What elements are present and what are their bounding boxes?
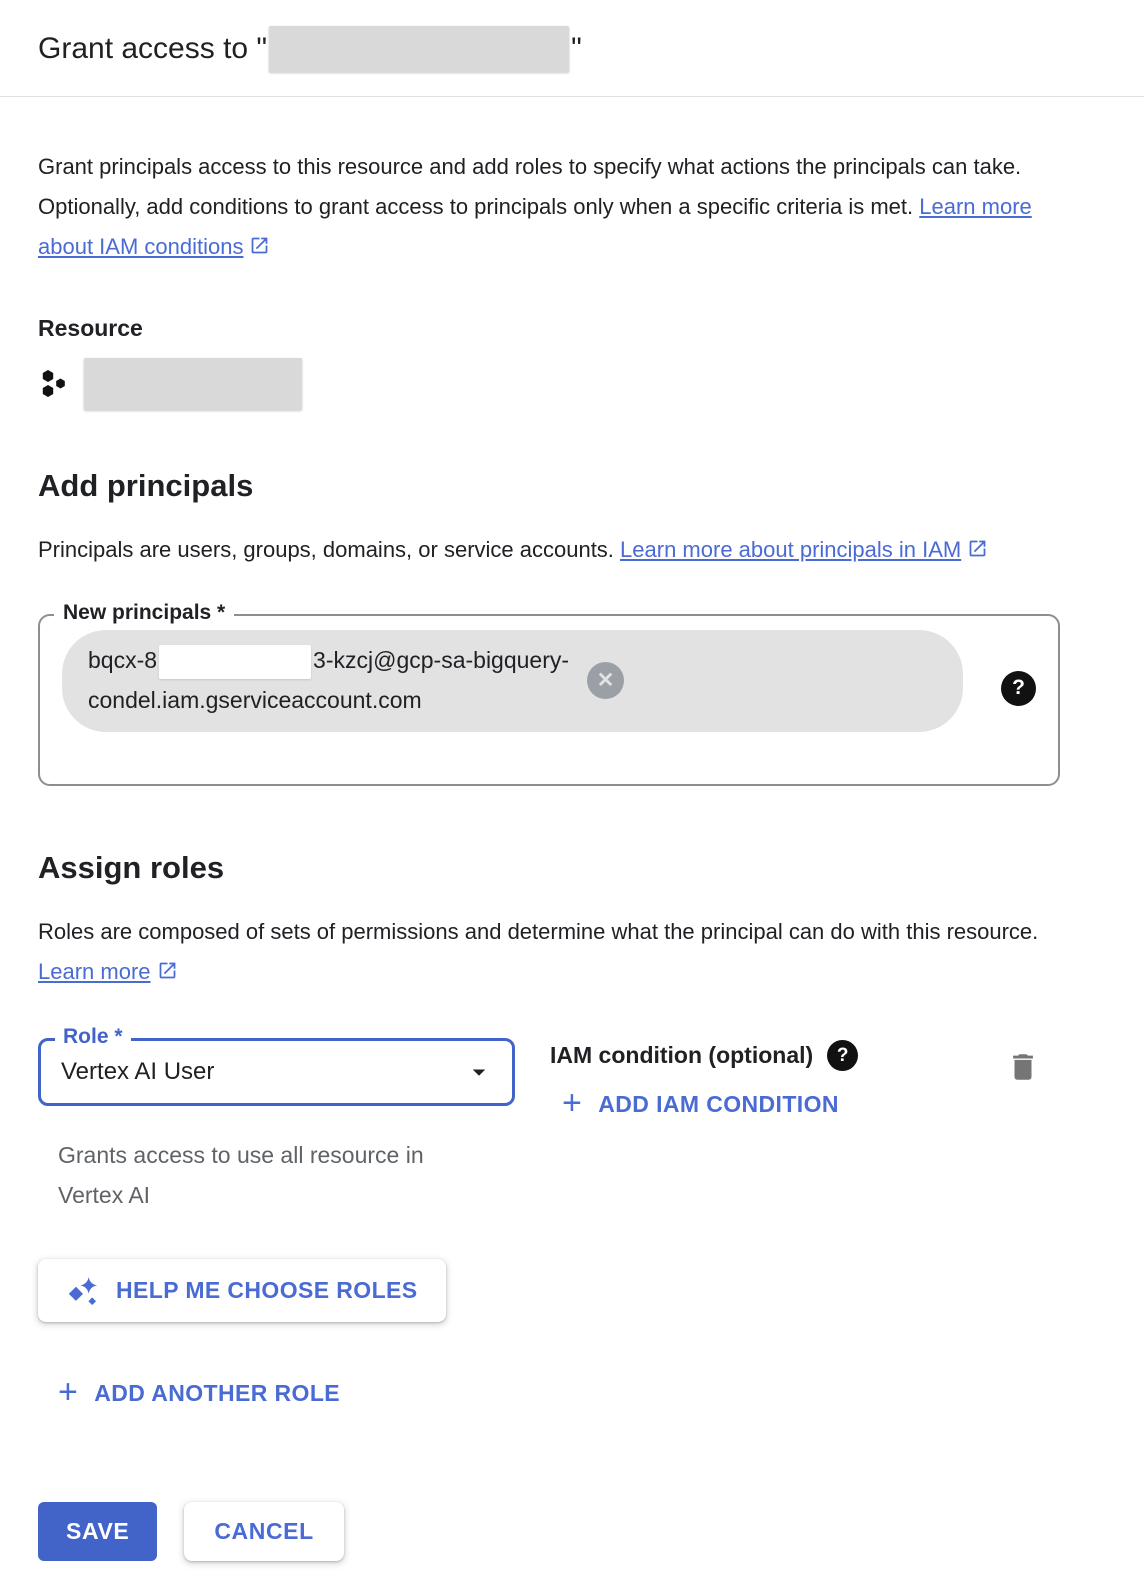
learn-more-principals-link[interactable]: Learn more about principals in IAM bbox=[620, 537, 988, 562]
redacted-principal-segment bbox=[159, 645, 311, 679]
delete-role-button[interactable] bbox=[1006, 1050, 1040, 1084]
add-principals-text-span: Principals are users, groups, domains, or service accounts. bbox=[38, 537, 614, 562]
add-iam-condition-button[interactable]: + ADD IAM CONDITION bbox=[562, 1084, 839, 1122]
principal-chip bbox=[62, 630, 963, 732]
cancel-button[interactable]: CANCEL bbox=[184, 1502, 343, 1561]
resource-row bbox=[38, 358, 1106, 410]
iam-condition-column bbox=[550, 1038, 858, 1121]
save-button[interactable]: SAVE bbox=[38, 1502, 157, 1561]
role-dropdown-label: Role * bbox=[55, 1025, 131, 1049]
principals-help-icon[interactable]: ? bbox=[1001, 671, 1036, 706]
learn-more-iam-conditions-link[interactable]: Learn more about IAM conditions bbox=[38, 194, 1032, 259]
external-link-icon bbox=[249, 235, 270, 256]
intro-text-span: Grant principals access to this resource and add roles to specify what actions the principals can take. Optionally, add conditions to grant access to principals only when a specific criteria is met. bbox=[38, 154, 1022, 219]
new-principals-field[interactable] bbox=[38, 601, 1060, 786]
dialog-body bbox=[0, 147, 1144, 1591]
external-link-icon bbox=[967, 538, 988, 559]
new-principals-label: New principals * bbox=[54, 601, 234, 625]
iam-condition-label: IAM condition (optional) bbox=[550, 1042, 814, 1068]
chevron-down-icon bbox=[464, 1057, 494, 1087]
principal-chip-line2: condel.iam.gserviceaccount.com bbox=[88, 687, 422, 713]
intro-text bbox=[38, 147, 1048, 267]
new-principals-input-area[interactable] bbox=[62, 630, 1036, 732]
role-description: Grants access to use all resource in Vertex AI bbox=[58, 1142, 424, 1208]
role-dropdown[interactable] bbox=[38, 1025, 515, 1106]
page-title bbox=[38, 26, 1106, 72]
principal-chip-text bbox=[88, 640, 569, 720]
plus-icon: + bbox=[58, 1373, 79, 1411]
assign-roles-text-span: Roles are composed of sets of permissions and determine what the principal can do with this resource. bbox=[38, 919, 1039, 944]
redacted-resource-value bbox=[84, 358, 302, 410]
trash-icon bbox=[1006, 1050, 1040, 1084]
add-another-role-button[interactable]: + ADD ANOTHER ROLE bbox=[58, 1373, 341, 1411]
iam-condition-help-icon[interactable]: ? bbox=[827, 1040, 858, 1071]
dialog-actions bbox=[38, 1502, 1106, 1591]
add-principals-heading: Add principals bbox=[38, 468, 254, 503]
external-link-icon bbox=[157, 960, 178, 981]
role-dropdown-value: Vertex AI User bbox=[61, 1058, 215, 1085]
add-another-role-row bbox=[58, 1373, 1106, 1411]
role-assignment-row bbox=[38, 1025, 1068, 1122]
learn-more-roles-link[interactable]: Learn more bbox=[38, 959, 178, 984]
dialog-header bbox=[0, 0, 1144, 96]
redacted-resource-name bbox=[269, 26, 569, 72]
assign-roles-text bbox=[38, 912, 1048, 992]
principal-chip-line1: bqcx-8 3-kzcj@gcp-sa-bigquery- bbox=[88, 640, 569, 680]
close-icon: ✕ bbox=[596, 668, 615, 692]
iam-condition-header bbox=[550, 1040, 858, 1071]
bigquery-resource-icon bbox=[38, 365, 72, 403]
page-title-prefix: Grant access to " bbox=[38, 32, 268, 65]
page-title-suffix: " bbox=[571, 32, 582, 65]
help-me-choose-roles-button[interactable]: HELP ME CHOOSE ROLES bbox=[38, 1259, 446, 1322]
plus-icon: + bbox=[562, 1084, 583, 1122]
gemini-sparkle-icon bbox=[66, 1274, 100, 1308]
resource-label: Resource bbox=[38, 315, 143, 341]
remove-principal-button[interactable] bbox=[587, 662, 624, 699]
add-principals-text bbox=[38, 530, 1048, 570]
header-divider bbox=[0, 96, 1144, 97]
assign-roles-heading: Assign roles bbox=[38, 850, 225, 885]
